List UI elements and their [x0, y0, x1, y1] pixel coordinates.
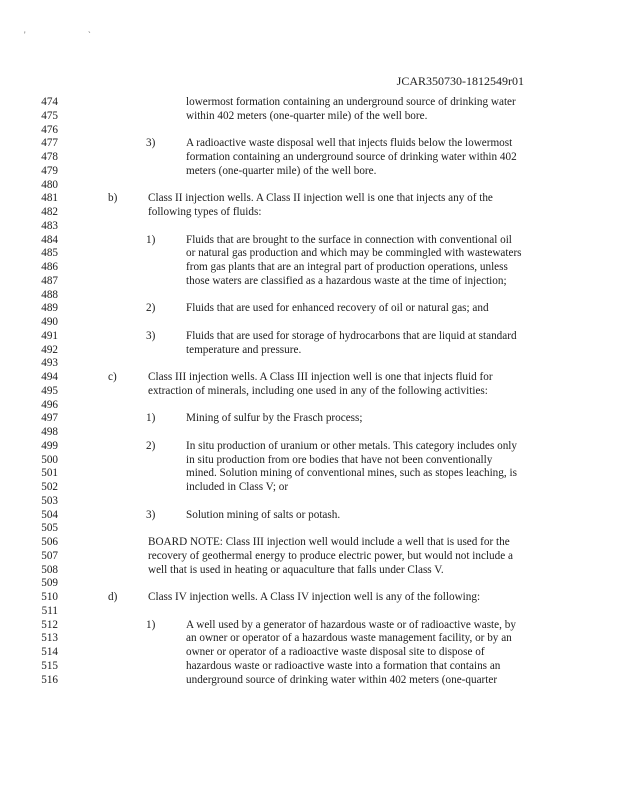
document-line — [0, 454, 618, 468]
line-number: 482 — [41, 206, 58, 218]
line-text: Class III injection wells. A Class III injection well is one that injects fluid for — [148, 371, 493, 383]
scan-marks: ' ` — [24, 30, 121, 40]
line-text: BOARD NOTE: Class III injection well would include a well that is used for the — [148, 536, 510, 548]
line-text: extraction of minerals, including one used in any of the following activities: — [148, 384, 488, 397]
line-number: 476 — [41, 123, 58, 136]
line-text: mined. Solution mining of conventional mines, such as stopes leaching, is — [186, 467, 517, 480]
line-number: 500 — [41, 453, 58, 466]
list-label: 2) — [146, 302, 156, 315]
list-label: 2) — [146, 439, 156, 452]
document-line — [0, 550, 618, 564]
line-number: 492 — [41, 343, 58, 356]
line-text: temperature and pressure. — [186, 343, 302, 356]
document-line — [0, 371, 618, 385]
line-number: 501 — [41, 467, 58, 480]
line-number: 477 — [41, 137, 58, 150]
line-text: included in Class V; or — [186, 481, 289, 493]
list-label: 3) — [146, 137, 156, 150]
document-line — [0, 591, 618, 605]
numbered-lines — [0, 96, 618, 687]
line-number: 483 — [41, 219, 58, 232]
document-line — [0, 619, 618, 633]
line-text: Solution mining of salts or potash. — [186, 508, 341, 521]
document-line — [0, 124, 618, 138]
list-label: 1) — [146, 618, 156, 631]
line-text: hazardous waste or radioactive waste into a formation that contains an — [186, 659, 501, 672]
line-number: 513 — [41, 632, 58, 645]
line-number: 487 — [41, 274, 58, 287]
line-number: 478 — [41, 151, 58, 163]
document-line — [0, 192, 618, 206]
line-text: an owner or operator of a hazardous waste management facility, or by an — [186, 632, 512, 645]
line-number: 512 — [41, 618, 58, 631]
document-line — [0, 357, 618, 371]
line-number: 480 — [41, 178, 58, 191]
line-number: 510 — [41, 591, 58, 603]
line-number: 499 — [41, 439, 58, 452]
document-line — [0, 275, 618, 289]
document-line — [0, 137, 618, 151]
line-number: 490 — [41, 316, 58, 328]
document-line — [0, 399, 618, 413]
line-text: in situ production from ore bodies that have not been conventionally — [186, 453, 493, 466]
line-text: lowermost formation containing an underground source of drinking water — [186, 96, 516, 108]
document-line — [0, 316, 618, 330]
document-line — [0, 481, 618, 495]
document-line — [0, 110, 618, 124]
document-line — [0, 412, 618, 426]
line-number: 484 — [41, 233, 58, 246]
line-text: Class IV injection wells. A Class IV injection well is any of the following: — [148, 591, 481, 603]
line-text: recovery of geothermal energy to produce electric power, but would not include a — [148, 549, 513, 562]
list-label: 1) — [146, 233, 156, 246]
line-number: 498 — [41, 426, 58, 438]
document-line — [0, 344, 618, 358]
line-number: 507 — [41, 549, 58, 562]
line-number: 497 — [41, 412, 58, 425]
line-number: 516 — [41, 673, 58, 686]
line-text: following types of fluids: — [148, 206, 262, 218]
line-number: 488 — [41, 288, 58, 301]
line-number: 504 — [41, 508, 58, 521]
line-number: 502 — [41, 481, 58, 493]
document-line — [0, 660, 618, 674]
document-line — [0, 467, 618, 481]
line-text: A well used by a generator of hazardous waste or of radioactive waste, by — [186, 618, 516, 631]
line-number: 479 — [41, 164, 58, 177]
line-text: those waters are classified as a hazardous waste at the time of injection; — [186, 274, 507, 287]
document-line — [0, 289, 618, 303]
line-text: or natural gas production and which may be commingled with wastewaters — [186, 247, 522, 260]
list-label: 3) — [146, 508, 156, 521]
line-text: Fluids that are used for storage of hydrocarbons that are liquid at standard — [186, 329, 517, 342]
document-line — [0, 234, 618, 248]
document-line — [0, 536, 618, 550]
line-number: 515 — [41, 659, 58, 672]
document-line — [0, 646, 618, 660]
list-label: 3) — [146, 329, 156, 342]
line-number: 474 — [41, 96, 58, 108]
line-text: Fluids that are brought to the surface in connection with conventional oil — [186, 233, 512, 246]
document-line — [0, 522, 618, 536]
line-text: Fluids that are used for enhanced recovery of oil or natural gas; and — [186, 302, 489, 315]
line-text: formation containing an underground source of drinking water within 402 — [186, 151, 517, 163]
document-id: JCAR350730-1812549r01 — [396, 74, 524, 88]
line-text: meters (one-quarter mile) of the well bore. — [186, 164, 377, 177]
document-line — [0, 96, 618, 110]
line-text: A radioactive waste disposal well that injects fluids below the lowermost — [186, 137, 513, 150]
document-line — [0, 674, 618, 688]
line-number: 481 — [41, 192, 58, 205]
document-line — [0, 206, 618, 220]
line-number: 493 — [41, 357, 58, 370]
line-number: 495 — [41, 384, 58, 397]
line-text: In situ production of uranium or other metals. This category includes only — [186, 439, 517, 452]
document-line — [0, 220, 618, 234]
document-line — [0, 247, 618, 261]
line-text: Mining of sulfur by the Frasch process; — [186, 412, 363, 425]
line-number: 494 — [41, 371, 58, 383]
line-number: 514 — [41, 646, 58, 658]
line-number: 489 — [41, 302, 58, 315]
line-text: well that is used in heating or aquaculture that falls under Class V. — [148, 563, 444, 576]
document-line — [0, 509, 618, 523]
document-line — [0, 577, 618, 591]
line-text: underground source of drinking water within 402 meters (one-quarter — [186, 673, 498, 686]
line-number: 505 — [41, 522, 58, 535]
line-number: 508 — [41, 563, 58, 576]
line-text: Class II injection wells. A Class II injection well is one that injects any of the — [148, 192, 493, 205]
document-line — [0, 330, 618, 344]
document-line — [0, 302, 618, 316]
line-number: 511 — [41, 604, 58, 617]
line-number: 496 — [41, 398, 58, 411]
list-label: c) — [108, 371, 117, 383]
document-line — [0, 385, 618, 399]
line-number: 491 — [41, 329, 58, 342]
list-label: 1) — [146, 412, 156, 425]
line-text: within 402 meters (one-quarter mile) of the well bore. — [186, 109, 428, 122]
line-text: owner or operator of a radioactive waste disposal site to dispose of — [186, 646, 485, 658]
document-line — [0, 564, 618, 578]
document-line — [0, 495, 618, 509]
document-line — [0, 261, 618, 275]
line-number: 503 — [41, 494, 58, 507]
line-number: 485 — [41, 247, 58, 260]
document-line — [0, 605, 618, 619]
document-line — [0, 179, 618, 193]
line-number: 509 — [41, 577, 58, 590]
line-number: 486 — [41, 261, 58, 273]
document-line — [0, 632, 618, 646]
line-number: 475 — [41, 109, 58, 122]
list-label: b) — [108, 192, 118, 205]
line-number: 506 — [41, 536, 58, 548]
document-line — [0, 165, 618, 179]
document-line — [0, 426, 618, 440]
document-line — [0, 440, 618, 454]
document-line — [0, 151, 618, 165]
list-label: d) — [108, 591, 118, 603]
line-text: from gas plants that are an integral part of production operations, unless — [186, 261, 508, 273]
